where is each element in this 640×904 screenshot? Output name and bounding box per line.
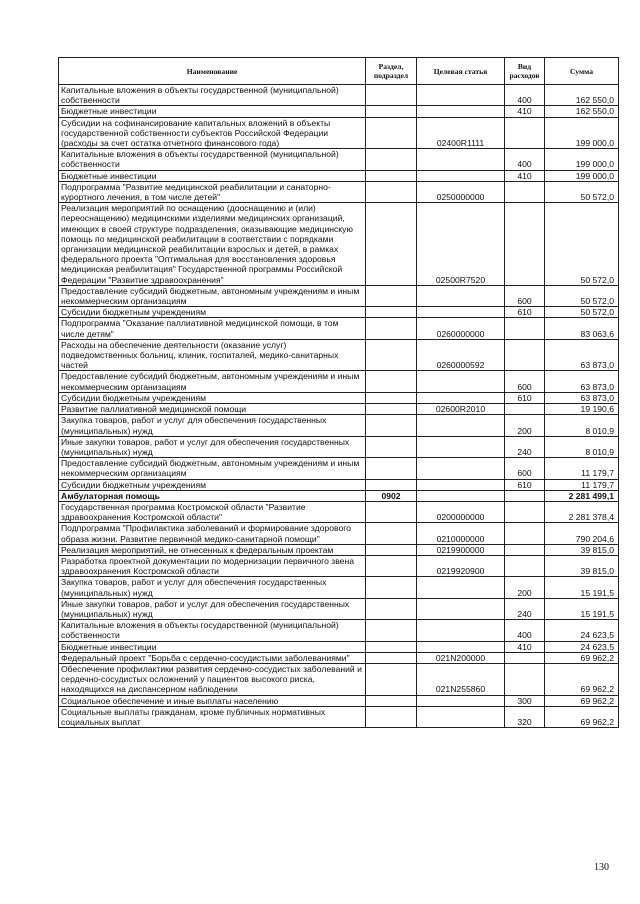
cell-type: 410 — [505, 641, 545, 652]
cell-name: Капитальные вложения в объекты государственной (муниципальной) собственности — [59, 620, 366, 641]
cell-type: 610 — [505, 479, 545, 490]
cell-target: 02400R1111 — [417, 117, 505, 149]
cell-name: Расходы на обеспечение деятельности (оказание услуг) подведомственных больниц, клиник, госпиталей, медико-санитарных частей — [59, 339, 366, 371]
table-row — [59, 598, 619, 619]
cell-sum: 162 550,0 — [545, 106, 619, 117]
cell-type — [505, 490, 545, 501]
header-section: Раздел, подраздел — [366, 58, 417, 85]
cell-section — [366, 544, 417, 555]
cell-section — [366, 501, 417, 522]
header-target: Целевая статья — [417, 58, 505, 85]
cell-name: Иные закупки товаров, работ и услуг для обеспечения государственных (муниципальных) нужд — [59, 436, 366, 457]
cell-name: Социальные выплаты гражданам, кроме публичных нормативных социальных выплат — [59, 706, 366, 727]
cell-target: 0219920900 — [417, 555, 505, 576]
cell-sum: 11 179,7 — [545, 479, 619, 490]
cell-target — [417, 620, 505, 641]
cell-type: 240 — [505, 436, 545, 457]
cell-section — [366, 695, 417, 706]
cell-target — [417, 695, 505, 706]
cell-section — [366, 203, 417, 286]
cell-section — [366, 641, 417, 652]
cell-sum: 63 873,0 — [545, 392, 619, 403]
cell-sum: 8 010,9 — [545, 436, 619, 457]
cell-sum: 63 873,0 — [545, 371, 619, 392]
cell-type — [505, 117, 545, 149]
cell-section — [366, 404, 417, 415]
table-row — [59, 663, 619, 695]
cell-sum: 199 000,0 — [545, 117, 619, 149]
cell-target — [417, 285, 505, 306]
cell-section — [366, 117, 417, 149]
cell-name: Капитальные вложения в объекты государственной (муниципальной) собственности — [59, 149, 366, 170]
cell-section — [366, 85, 417, 106]
cell-name: Бюджетные инвестиции — [59, 641, 366, 652]
table-row — [59, 544, 619, 555]
cell-name: Реализация мероприятий по оснащению (дооснащению и (или) переоснащению) медицинскими изделиями медицинских организаций, имеющих в своей структуре подразделения, оказывающие медицинскую помощь по медицинской реабилитации в соответствии с порядками организации медицинской реабилитации взрослых и детей, в рамках федерального проекта "Оптимальная для восстановления здоровья медицинская реабилитация" Государственной программы Российской Федерации "Развитие здравоохранения" — [59, 203, 366, 286]
table-row — [59, 523, 619, 544]
cell-section — [366, 339, 417, 371]
table-row — [59, 318, 619, 339]
cell-section — [366, 181, 417, 202]
table-row — [59, 695, 619, 706]
cell-target — [417, 392, 505, 403]
cell-sum: 24 623,5 — [545, 641, 619, 652]
cell-target — [417, 106, 505, 117]
cell-type: 400 — [505, 85, 545, 106]
table-row — [59, 436, 619, 457]
cell-sum: 63 873,0 — [545, 339, 619, 371]
table-row — [59, 641, 619, 652]
cell-name: Иные закупки товаров, работ и услуг для обеспечения государственных (муниципальных) нужд — [59, 598, 366, 619]
cell-sum: 50 572,0 — [545, 285, 619, 306]
cell-name: Предоставление субсидий бюджетным, автономным учреждениям и иным некоммерческим организациям — [59, 458, 366, 479]
cell-sum: 50 572,0 — [545, 203, 619, 286]
cell-target: 021N255860 — [417, 663, 505, 695]
cell-section — [366, 371, 417, 392]
cell-name: Реализация мероприятий, не отнесенных к федеральным проектам — [59, 544, 366, 555]
cell-sum: 199 000,0 — [545, 149, 619, 170]
cell-type — [505, 663, 545, 695]
table-row — [59, 117, 619, 149]
cell-type: 610 — [505, 392, 545, 403]
cell-target — [417, 458, 505, 479]
table-row — [59, 85, 619, 106]
cell-name: Развитие паллиативной медицинской помощи — [59, 404, 366, 415]
cell-name: Предоставление субсидий бюджетным, автономным учреждениям и иным некоммерческим организациям — [59, 371, 366, 392]
table-row — [59, 106, 619, 117]
cell-name: Бюджетные инвестиции — [59, 106, 366, 117]
cell-section — [366, 598, 417, 619]
table-row — [59, 339, 619, 371]
cell-sum: 15 191,5 — [545, 577, 619, 598]
cell-section — [366, 149, 417, 170]
table-row — [59, 577, 619, 598]
table-row — [59, 203, 619, 286]
cell-name: Разработка проектной документации по модернизации первичного звена здравоохранения Костромской области — [59, 555, 366, 576]
table-body — [59, 85, 619, 728]
cell-section — [366, 652, 417, 663]
table-row — [59, 392, 619, 403]
table-header-row — [59, 58, 619, 85]
table-row — [59, 706, 619, 727]
cell-sum: 8 010,9 — [545, 415, 619, 436]
cell-section — [366, 479, 417, 490]
cell-target — [417, 577, 505, 598]
table-row — [59, 458, 619, 479]
cell-name: Подпрограмма "Развитие медицинской реабилитации и санаторно-курортного лечения, в том числе детей" — [59, 181, 366, 202]
table-row — [59, 620, 619, 641]
cell-target — [417, 170, 505, 181]
cell-name: Субсидии на софинансирование капитальных вложений в объекты государственной собственности субъектов Российской Федерации (расходы за счет остатка отчетного финансового года) — [59, 117, 366, 149]
cell-type: 200 — [505, 415, 545, 436]
cell-type: 410 — [505, 106, 545, 117]
cell-target — [417, 479, 505, 490]
cell-sum: 69 962,2 — [545, 652, 619, 663]
cell-section — [366, 663, 417, 695]
cell-target: 0219900000 — [417, 544, 505, 555]
cell-sum: 83 063,6 — [545, 318, 619, 339]
cell-sum: 19 190,6 — [545, 404, 619, 415]
cell-type — [505, 404, 545, 415]
header-type: Вид расходов — [505, 58, 545, 85]
cell-target: 0250000000 — [417, 181, 505, 202]
cell-target — [417, 436, 505, 457]
cell-section — [366, 620, 417, 641]
cell-name: Бюджетные инвестиции — [59, 170, 366, 181]
cell-sum: 2 281 499,1 — [545, 490, 619, 501]
cell-target — [417, 706, 505, 727]
table-row — [59, 170, 619, 181]
cell-target: 021N200000 — [417, 652, 505, 663]
cell-section — [366, 307, 417, 318]
cell-sum: 199 000,0 — [545, 170, 619, 181]
header-name: Наименование — [59, 58, 366, 85]
cell-section — [366, 577, 417, 598]
cell-section — [366, 170, 417, 181]
budget-table-container — [58, 57, 618, 728]
table-row — [59, 652, 619, 663]
budget-table — [58, 57, 619, 728]
cell-target: 02500R7520 — [417, 203, 505, 286]
cell-type: 600 — [505, 371, 545, 392]
cell-name: Субсидии бюджетным учреждениям — [59, 392, 366, 403]
cell-target: 0200000000 — [417, 501, 505, 522]
cell-type — [505, 339, 545, 371]
cell-target — [417, 598, 505, 619]
cell-sum: 11 179,7 — [545, 458, 619, 479]
cell-sum: 39 815,0 — [545, 544, 619, 555]
cell-name: Субсидии бюджетным учреждениям — [59, 479, 366, 490]
table-row — [59, 307, 619, 318]
table-row — [59, 479, 619, 490]
cell-type: 600 — [505, 458, 545, 479]
cell-sum: 162 550,0 — [545, 85, 619, 106]
cell-target: 0260000592 — [417, 339, 505, 371]
cell-type: 320 — [505, 706, 545, 727]
cell-type — [505, 544, 545, 555]
cell-type: 400 — [505, 620, 545, 641]
cell-type: 200 — [505, 577, 545, 598]
cell-type: 410 — [505, 170, 545, 181]
cell-type — [505, 555, 545, 576]
cell-section — [366, 458, 417, 479]
cell-type: 300 — [505, 695, 545, 706]
cell-target — [417, 490, 505, 501]
table-row — [59, 285, 619, 306]
cell-section: 0902 — [366, 490, 417, 501]
cell-name: Капитальные вложения в объекты государственной (муниципальной) собственности — [59, 85, 366, 106]
cell-sum: 50 572,0 — [545, 307, 619, 318]
cell-name: Федеральный проект "Борьба с сердечно-сосудистыми заболеваниями" — [59, 652, 366, 663]
cell-type — [505, 523, 545, 544]
cell-sum: 2 281 378,4 — [545, 501, 619, 522]
cell-name: Субсидии бюджетным учреждениям — [59, 307, 366, 318]
table-row — [59, 555, 619, 576]
cell-sum: 15 191,5 — [545, 598, 619, 619]
table-row — [59, 404, 619, 415]
cell-target — [417, 85, 505, 106]
cell-section — [366, 285, 417, 306]
cell-target — [417, 307, 505, 318]
cell-type — [505, 501, 545, 522]
cell-name: Социальное обеспечение и иные выплаты населению — [59, 695, 366, 706]
cell-section — [366, 706, 417, 727]
table-row — [59, 371, 619, 392]
cell-name: Обеспечение профилактики развития сердечно-сосудистых заболеваний и сердечно-сосудистых осложнений у пациентов высокого риска, находящихся на диспансерном наблюдении — [59, 663, 366, 695]
cell-sum: 69 962,2 — [545, 695, 619, 706]
cell-sum: 790 204,6 — [545, 523, 619, 544]
cell-sum: 69 962,2 — [545, 706, 619, 727]
header-sum: Сумма — [545, 58, 619, 85]
cell-target — [417, 415, 505, 436]
cell-type: 240 — [505, 598, 545, 619]
cell-sum: 39 815,0 — [545, 555, 619, 576]
cell-section — [366, 318, 417, 339]
cell-target: 0210000000 — [417, 523, 505, 544]
cell-name: Закупка товаров, работ и услуг для обеспечения государственных (муниципальных) нужд — [59, 415, 366, 436]
table-row — [59, 415, 619, 436]
cell-type — [505, 181, 545, 202]
table-row — [59, 501, 619, 522]
table-row — [59, 149, 619, 170]
cell-name: Подпрограмма "Оказание паллиативной медицинской помощи, в том числе детям" — [59, 318, 366, 339]
page-number: 130 — [594, 862, 609, 873]
cell-section — [366, 555, 417, 576]
cell-name: Подпрограмма "Профилактика заболеваний и формирование здорового образа жизни. Развитие первичной медико-санитарной помощи" — [59, 523, 366, 544]
cell-section — [366, 415, 417, 436]
cell-name: Закупка товаров, работ и услуг для обеспечения государственных (муниципальных) нужд — [59, 577, 366, 598]
cell-section — [366, 436, 417, 457]
cell-sum: 50 572,0 — [545, 181, 619, 202]
cell-type — [505, 318, 545, 339]
cell-sum: 69 962,2 — [545, 663, 619, 695]
cell-section — [366, 106, 417, 117]
table-row — [59, 181, 619, 202]
cell-type — [505, 652, 545, 663]
cell-type: 610 — [505, 307, 545, 318]
cell-section — [366, 392, 417, 403]
cell-target — [417, 149, 505, 170]
cell-target — [417, 641, 505, 652]
cell-target: 02600R2010 — [417, 404, 505, 415]
cell-type — [505, 203, 545, 286]
cell-section — [366, 523, 417, 544]
cell-type: 400 — [505, 149, 545, 170]
cell-name: Предоставление субсидий бюджетным, автономным учреждениям и иным некоммерческим организациям — [59, 285, 366, 306]
cell-sum: 24 623,5 — [545, 620, 619, 641]
cell-type: 600 — [505, 285, 545, 306]
cell-target: 0260000000 — [417, 318, 505, 339]
cell-name: Государственная программа Костромской области "Развитие здравоохранения Костромской области" — [59, 501, 366, 522]
cell-name: Амбулаторная помощь — [59, 490, 366, 501]
table-row — [59, 490, 619, 501]
cell-target — [417, 371, 505, 392]
